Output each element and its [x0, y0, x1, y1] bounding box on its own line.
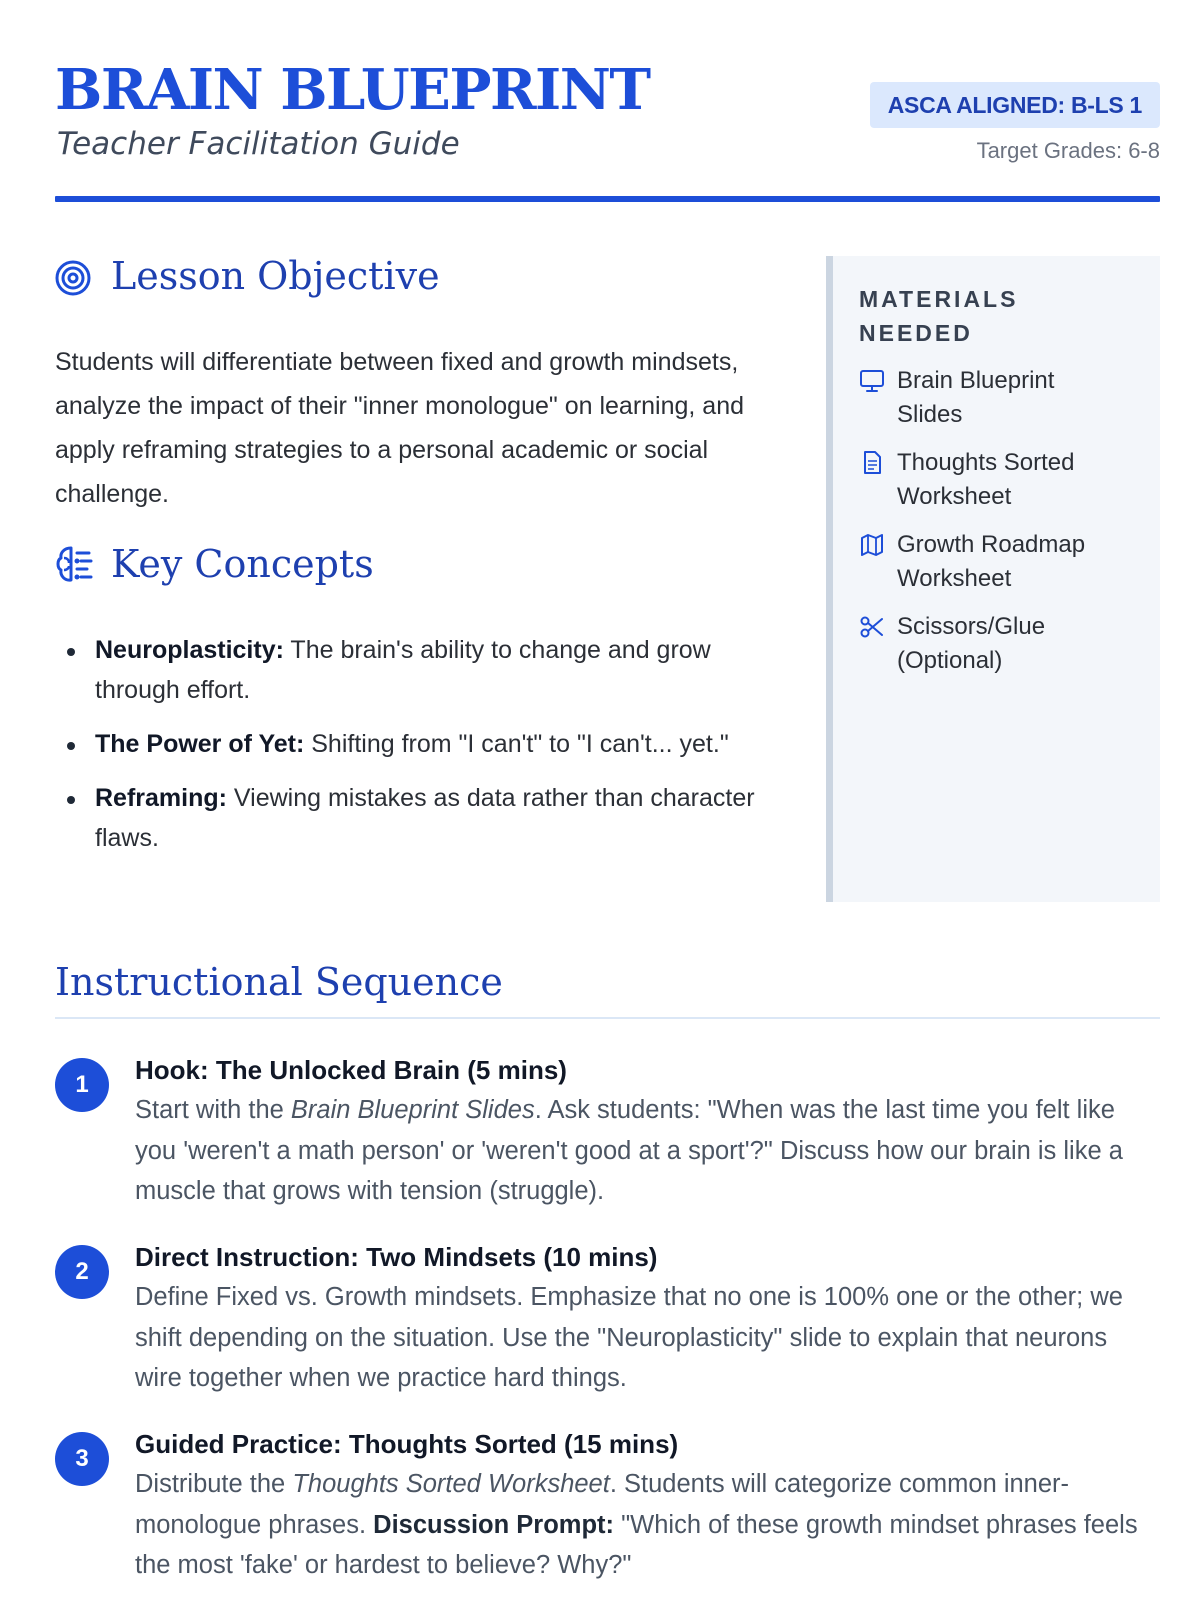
concept-desc: The brain's ability to change and grow through effort.	[95, 636, 711, 704]
sequence-heading	[55, 958, 503, 1006]
list-item	[55, 724, 775, 764]
step-number: 1	[55, 1058, 109, 1112]
sequence-divider	[55, 1017, 1160, 1019]
step-title: Direct Instruction: Two Mindsets (10 mins)	[135, 1242, 658, 1272]
material-item	[859, 610, 1140, 678]
sequence-title: Instructional Sequence	[55, 960, 503, 1004]
concepts-heading	[55, 540, 374, 588]
material-label: Thoughts Sorted Worksheet	[897, 449, 1075, 510]
material-reference: Thoughts Sorted Worksheet	[292, 1470, 610, 1498]
objective-title: Lesson Objective	[111, 254, 440, 298]
document-subtitle: Teacher Facilitation Guide	[57, 126, 460, 162]
objective-heading	[55, 252, 440, 300]
concepts-list	[55, 630, 775, 872]
material-label: Growth Roadmap Worksheet	[897, 531, 1086, 592]
concept-term: Reframing:	[95, 784, 227, 812]
document-header	[55, 58, 1160, 203]
material-label: Brain Blueprint Slides	[897, 367, 1055, 428]
brain-icon	[55, 544, 95, 584]
materials-panel	[826, 256, 1160, 902]
scissors-icon	[859, 614, 885, 640]
material-label: Scissors/Glue (Optional)	[897, 613, 1046, 674]
material-item	[859, 446, 1140, 514]
step-number: 3	[55, 1432, 109, 1486]
monitor-icon	[859, 368, 885, 394]
materials-heading: MATERIALS NEEDED	[859, 286, 1019, 346]
header-divider	[55, 196, 1160, 202]
standard-badge: ASCA ALIGNED: B-LS 1	[870, 82, 1160, 128]
discussion-prompt-label: Discussion Prompt:	[373, 1510, 615, 1539]
document-icon	[859, 450, 885, 476]
material-item	[859, 364, 1140, 432]
step-description: Define Fixed vs. Growth mindsets. Emphasize that no one is 100% one or the other; we shift depending on the situation. Use the "Neuroplasticity" slide to explain that neurons wire together when we practice hard things.	[135, 1283, 1123, 1392]
concept-term: Neuroplasticity:	[95, 636, 284, 664]
step-number: 2	[55, 1245, 109, 1299]
target-icon	[55, 256, 95, 296]
concept-desc: Shifting from "I can't" to "I can't... yet."	[304, 730, 729, 758]
concept-term: The Power of Yet:	[95, 730, 305, 758]
list-item	[55, 630, 775, 710]
target-grades: Target Grades: 6-8	[976, 138, 1160, 163]
step-description: Start with the Brain Blueprint Slides. Ask students: "When was the last time you felt like you 'weren't a math person' or 'weren't good at a sport'?" Discuss how our brain is like a muscle that grows with tension (struggle).	[135, 1096, 1123, 1205]
map-icon	[859, 532, 885, 558]
concepts-title: Key Concepts	[111, 542, 374, 586]
concept-desc: Viewing mistakes as data rather than character flaws.	[95, 784, 755, 852]
material-item	[859, 528, 1140, 596]
list-item	[55, 778, 775, 858]
document-title: BRAIN BLUEPRINT	[55, 57, 650, 123]
material-reference: Brain Blueprint Slides	[290, 1096, 535, 1124]
step-title: Hook: The Unlocked Brain (5 mins)	[135, 1055, 567, 1085]
step-title: Guided Practice: Thoughts Sorted (15 mins)	[135, 1429, 679, 1459]
step-description: Distribute the Thoughts Sorted Worksheet. Students will categorize common inner-monologue phrases. Discussion Prompt: "Which of these growth mindset phrases feels the most 'fake' or hardest to believe? Why?"	[135, 1470, 1138, 1579]
objective-text: Students will differentiate between fixed and growth mindsets, analyze the impact of their "inner monologue" on learning, and apply reframing strategies to a personal academic or social challenge.	[55, 348, 745, 508]
